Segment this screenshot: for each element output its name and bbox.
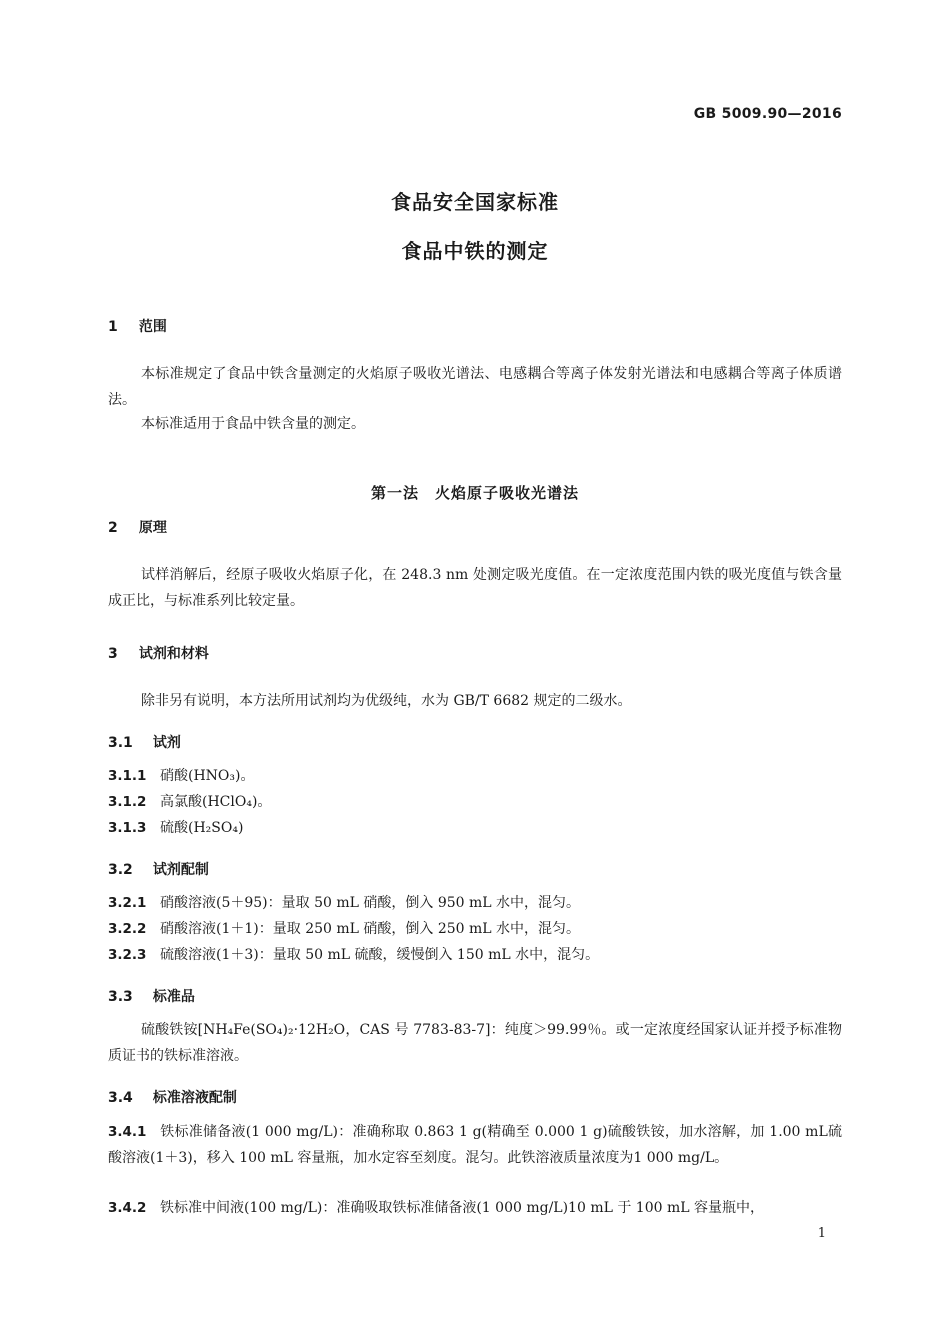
list-item	[108, 1196, 842, 1222]
item-text: 硝酸(HNO₃)。	[160, 768, 255, 784]
section-number: 2	[108, 520, 118, 536]
item-number: 3.1.1	[108, 768, 147, 784]
item-text: 硝酸溶液(5＋95)：量取 50 mL 硝酸，倒入 950 mL 水中，混匀。	[160, 895, 581, 911]
section-heading-2	[108, 517, 167, 537]
subsection-number: 3.3	[108, 989, 133, 1005]
item-number: 3.2.2	[108, 921, 147, 937]
section-number: 3	[108, 646, 118, 662]
paragraph-standard-material: 硫酸铁铵[NH₄Fe(SO₄)₂·12H₂O，CAS 号 7783-83-7]：纯度＞99.99％。或一定浓度经国家认证并授予标准物质证书的铁标准溶液。	[108, 1022, 842, 1064]
list-item	[108, 1120, 842, 1171]
subsection-title: 标准溶液配制	[152, 1090, 237, 1106]
item-text: 硫酸(H₂SO₄)	[160, 820, 244, 836]
section-title: 原理	[138, 520, 167, 536]
subsection-title: 试剂配制	[152, 862, 209, 878]
item-number: 3.1.2	[108, 794, 147, 810]
subsection-title: 试剂	[152, 735, 181, 751]
subsection-number: 3.1	[108, 735, 133, 751]
item-text: 铁标准储备液(1 000 mg/L)：准确称取 0.863 1 g(精确至 0.000 1 g)硫酸铁铵，加水溶解，加 1.00 mL硫酸溶液(1＋3)，移入 100 mL 容量瓶，加水定容至刻度。混匀。此铁溶液质量浓度为1 000 mg/L。	[108, 1124, 842, 1166]
paragraph-scope: 本标准规定了食品中铁含量测定的火焰原子吸收光谱法、电感耦合等离子体发射光谱法和电感耦合等离子体质谱法。	[108, 366, 842, 408]
paragraph-principle: 试样消解后，经原子吸收火焰原子化，在 248.3 nm 处测定吸光度值。在一定浓度范围内铁的吸光度值与铁含量成正比，与标准系列比较定量。	[108, 567, 842, 609]
item-number: 3.2.1	[108, 895, 147, 911]
subsection-title: 标准品	[152, 989, 195, 1005]
item-text: 硝酸溶液(1＋1)：量取 250 mL 硝酸，倒入 250 mL 水中，混匀。	[160, 921, 581, 937]
paragraph-reagents-note: 除非另有说明，本方法所用试剂均为优级纯，水为 GB/T 6682 规定的二级水。	[141, 693, 632, 709]
list-item	[108, 917, 842, 943]
subsection-heading-3-2	[108, 859, 209, 879]
section-title: 试剂和材料	[138, 646, 209, 662]
document-subtitle: 食品中铁的测定	[401, 239, 549, 263]
subsection-heading-3-3	[108, 986, 195, 1006]
item-number: 3.4.1	[108, 1124, 147, 1140]
list-item	[108, 891, 842, 917]
subsection-heading-3-1	[108, 732, 181, 752]
list-item	[108, 816, 842, 842]
item-text: 高氯酸(HClO₄)。	[160, 794, 272, 810]
subsection-number: 3.2	[108, 862, 133, 878]
item-number: 3.1.3	[108, 820, 147, 836]
section-heading-1	[108, 316, 167, 336]
section-number: 1	[108, 319, 118, 335]
item-text: 硫酸溶液(1＋3)：量取 50 mL 硫酸，缓慢倒入 150 mL 水中，混匀。	[160, 947, 600, 963]
list-item	[108, 943, 842, 969]
list-item	[108, 764, 842, 790]
item-number: 3.2.3	[108, 947, 147, 963]
method-title: 第一法 火焰原子吸收光谱法	[370, 484, 579, 502]
list-item	[108, 790, 842, 816]
section-heading-3	[108, 643, 209, 663]
item-text: 铁标准中间液(100 mg/L)：准确吸取铁标准储备液(1 000 mg/L)10 mL 于 100 mL 容量瓶中，	[160, 1200, 764, 1216]
page-number: 1	[817, 1226, 826, 1241]
paragraph-applicability: 本标准适用于食品中铁含量的测定。	[141, 416, 365, 432]
subsection-number: 3.4	[108, 1090, 133, 1106]
document-title: 食品安全国家标准	[391, 190, 559, 214]
standard-code: GB 5009.90—2016	[693, 106, 842, 122]
section-title: 范围	[138, 319, 167, 335]
subsection-heading-3-4	[108, 1087, 237, 1107]
item-number: 3.4.2	[108, 1200, 147, 1216]
